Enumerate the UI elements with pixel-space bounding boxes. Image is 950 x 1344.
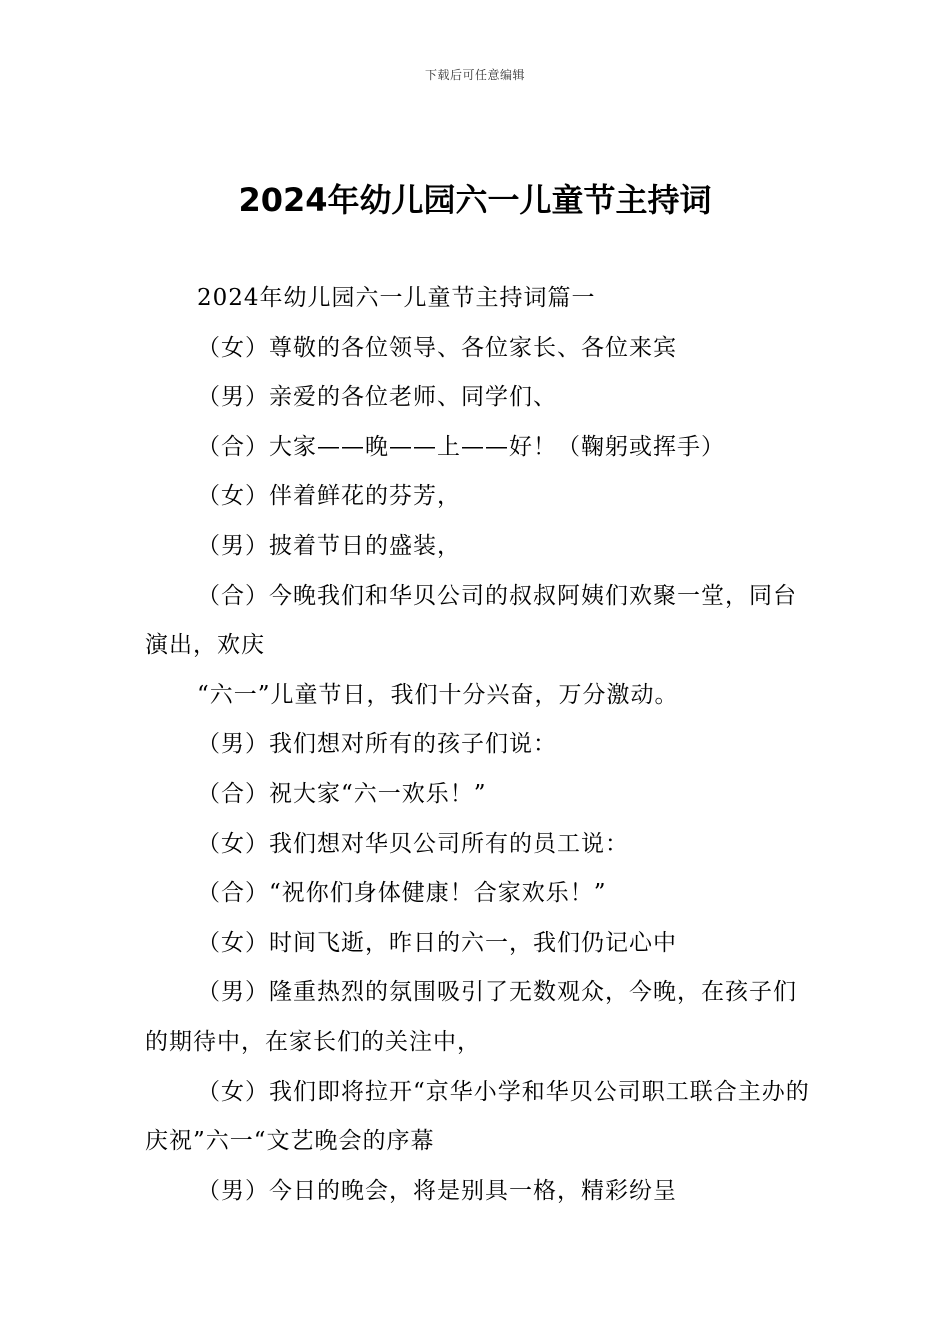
document-title: 2024年幼儿园六一儿童节主持词 [238, 181, 712, 219]
paragraph: （女）我们想对华贝公司所有的员工说： [197, 830, 629, 857]
document-body [145, 274, 810, 1216]
paragraph: （男）我们想对所有的孩子们说： [197, 731, 557, 758]
paragraph: 2024年幼儿园六一儿童节主持词篇一 [197, 285, 596, 311]
paragraph: （男）今日的晚会，将是别具一格，精彩纷呈 [197, 1177, 677, 1204]
paragraph: （合）今晚我们和华贝公司的叔叔阿姨们欢聚一堂，同台演出，欢庆 [145, 582, 797, 659]
paragraph: （女）尊敬的各位领导、各位家长、各位来宾 [197, 334, 677, 361]
header-note: 下载后可任意编辑 [424, 68, 525, 82]
paragraph: （女）伴着鲜花的芬芳， [197, 483, 461, 510]
paragraph: （男）亲爱的各位老师、同学们、 [197, 384, 557, 411]
paragraph: “六一”儿童节日，我们十分兴奋，万分激动。 [197, 681, 679, 708]
paragraph: （女）我们即将拉开“京华小学和华贝公司职工联合主办的庆祝”六一“文艺晚会的序幕 [145, 1078, 810, 1155]
paragraph: （女）时间飞逝，昨日的六一，我们仍记心中 [197, 929, 677, 956]
paragraph: （合）祝大家“六一欢乐！” [197, 780, 487, 807]
paragraph: （男）披着节日的盛装， [197, 532, 461, 559]
paragraph: （合）“祝你们身体健康！合家欢乐！” [197, 880, 607, 907]
paragraph: （合）大家——晚——上——好！（鞠躬或挥手） [197, 433, 725, 460]
paragraph: （男）隆重热烈的氛围吸引了无数观众，今晚，在孩子们的期待中，在家长们的关注中， [145, 979, 797, 1055]
